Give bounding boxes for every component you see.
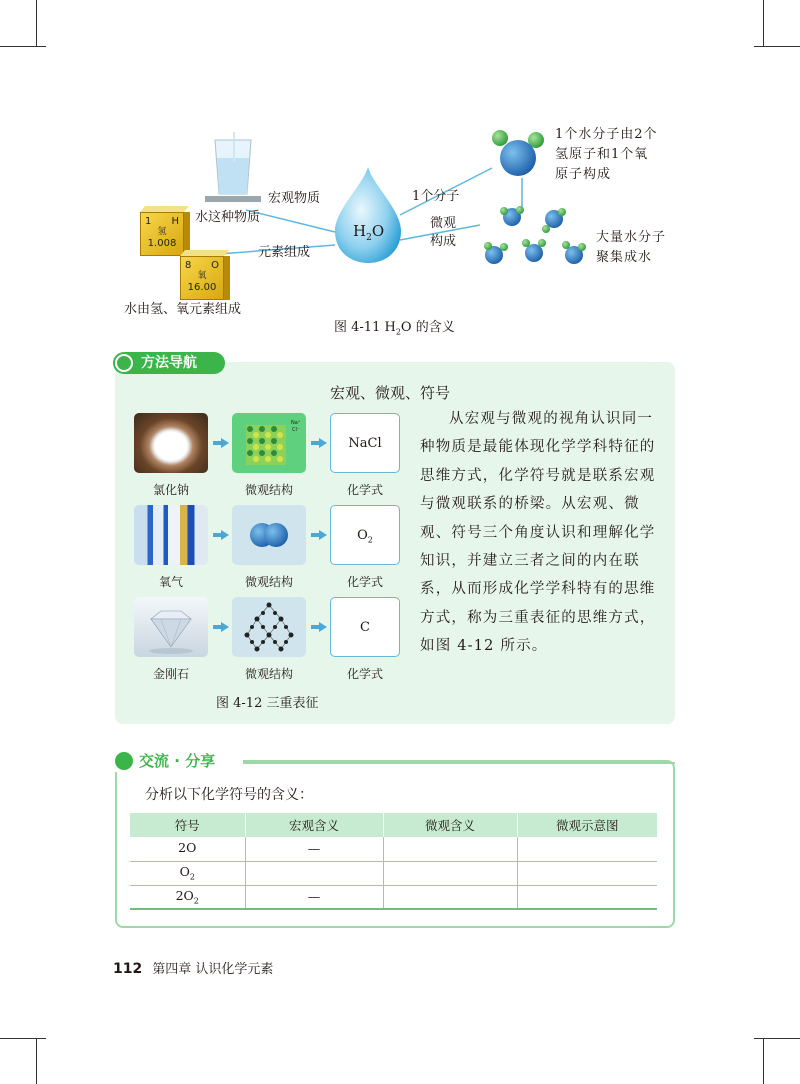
water-substance-label: 水这种物质	[195, 210, 261, 225]
crop-mark	[36, 1038, 37, 1084]
method-paragraph: 从宏观与微观的视角认识同一种物质是最能体现化学学科特征的思维方式，化学符号就是联系宏观与微观联系的桥梁。从宏观、微观、符号三个角度认识和理解化学知识，并建立三者之间的内在联系，从而形成化学学科特有的思维方式，称为三重表征的思维方式，如图 4-12 所示。	[420, 411, 656, 655]
hydrogen-element-card: 1 H 氢 1.008	[140, 212, 184, 256]
molecule-desc-line-3: 原子构成	[555, 167, 612, 182]
salt-photo	[134, 413, 208, 473]
page-footer	[113, 958, 273, 977]
water-drop-icon	[333, 165, 403, 265]
micro-cell	[383, 837, 517, 861]
symbol-cell: $2O_2$	[130, 885, 245, 909]
exchange-header-line	[240, 762, 675, 764]
chapter-title: 第四章 认识化学元素	[152, 962, 274, 977]
compose-label: 构成	[430, 234, 457, 249]
nacl-micro-label: 微观结构	[244, 483, 293, 497]
water-molecule-image	[488, 128, 548, 180]
table-row	[130, 885, 657, 909]
arrow-icon	[311, 530, 327, 540]
o2-macro-label: 氧气	[158, 575, 183, 589]
c-macro-label: 金刚石	[152, 667, 189, 681]
header-micro-diagram: 微观示意图	[517, 813, 657, 837]
diagram-cell	[517, 885, 657, 909]
chloride-ion-label: Cl⁻	[292, 427, 300, 433]
c-micro-label: 微观结构	[244, 667, 293, 681]
many-water-molecules-image	[482, 205, 592, 275]
header-micro-meaning: 微观含义	[383, 813, 517, 837]
nacl-formula-label: 化学式	[346, 483, 383, 497]
figure-4-11-caption: 图 4-11 $H_2O$ 的含义	[334, 320, 455, 337]
nacl-lattice-image	[232, 413, 306, 473]
macro-cell	[245, 861, 383, 885]
arrow-icon	[213, 438, 229, 448]
header-macro-meaning: 宏观含义	[245, 813, 383, 837]
exchange-badge: 交流 · 分享	[113, 750, 243, 772]
crop-mark	[754, 1038, 800, 1039]
diamond-structure-image	[232, 597, 306, 657]
molecule-desc-line-1: 1个水分子由2个	[555, 127, 658, 142]
elements-composition-desc: 水由氢、氧元素组成	[124, 302, 242, 317]
arrow-icon	[213, 622, 229, 632]
page-number: 112	[113, 961, 143, 977]
nacl-macro-label: 氯化钠	[152, 483, 189, 497]
micro-label: 微观	[430, 216, 457, 231]
oxygen-cylinders-photo	[134, 505, 208, 565]
crop-mark	[763, 1038, 764, 1084]
arrow-icon	[213, 530, 229, 540]
crop-mark	[0, 1038, 46, 1039]
arrow-icon	[311, 438, 327, 448]
o2-formula-box: $O_2$	[330, 505, 400, 565]
table-header-row	[130, 813, 657, 837]
micro-cell	[383, 861, 517, 885]
o2-formula-label: 化学式	[346, 575, 383, 589]
figure-4-12-caption: 图 4-12 三重表征	[216, 696, 319, 711]
compass-icon	[115, 354, 133, 372]
oxygen-element-card: 8 O 氧 16.00	[180, 256, 224, 300]
table-row	[130, 861, 657, 885]
diagram-cell	[517, 837, 657, 861]
symbol-cell: 2O	[130, 837, 245, 861]
element-composition-label: 元素组成	[258, 245, 311, 260]
molecule-desc-line-2: 氢原子和1个氧	[555, 147, 649, 162]
many-desc-line-1: 大量水分子	[596, 230, 667, 245]
oxygen-molecule-image	[232, 505, 306, 565]
water-glass-image	[205, 132, 261, 208]
one-molecule-label: 1个分子	[412, 189, 460, 204]
o2-micro-label: 微观结构	[244, 575, 293, 589]
arrow-icon	[311, 622, 327, 632]
many-desc-line-2: 聚集成水	[596, 250, 653, 265]
macro-matter-label: 宏观物质	[268, 191, 321, 206]
macro-cell: —	[245, 837, 383, 861]
symbol-meaning-table	[130, 813, 657, 910]
macro-cell: —	[245, 885, 383, 909]
diamond-photo	[134, 597, 208, 657]
sodium-ion-label: Na⁺	[291, 420, 301, 426]
header-symbol: 符号	[130, 813, 245, 837]
table-row	[130, 837, 657, 861]
micro-cell	[383, 885, 517, 909]
symbol-cell: $O_2$	[130, 861, 245, 885]
c-formula-box: C	[330, 597, 400, 657]
chat-bubble-icon	[115, 752, 133, 770]
diagram-cell	[517, 861, 657, 885]
exchange-intro: 分析以下化学符号的含义：	[145, 787, 313, 803]
c-formula-label: 化学式	[346, 667, 383, 681]
method-nav-badge: 方法导航	[113, 352, 225, 374]
triple-representation-title: 宏观、微观、符号	[330, 384, 451, 402]
drop-formula: $H_2O$	[353, 222, 385, 243]
nacl-formula-box: NaCl	[330, 413, 400, 473]
